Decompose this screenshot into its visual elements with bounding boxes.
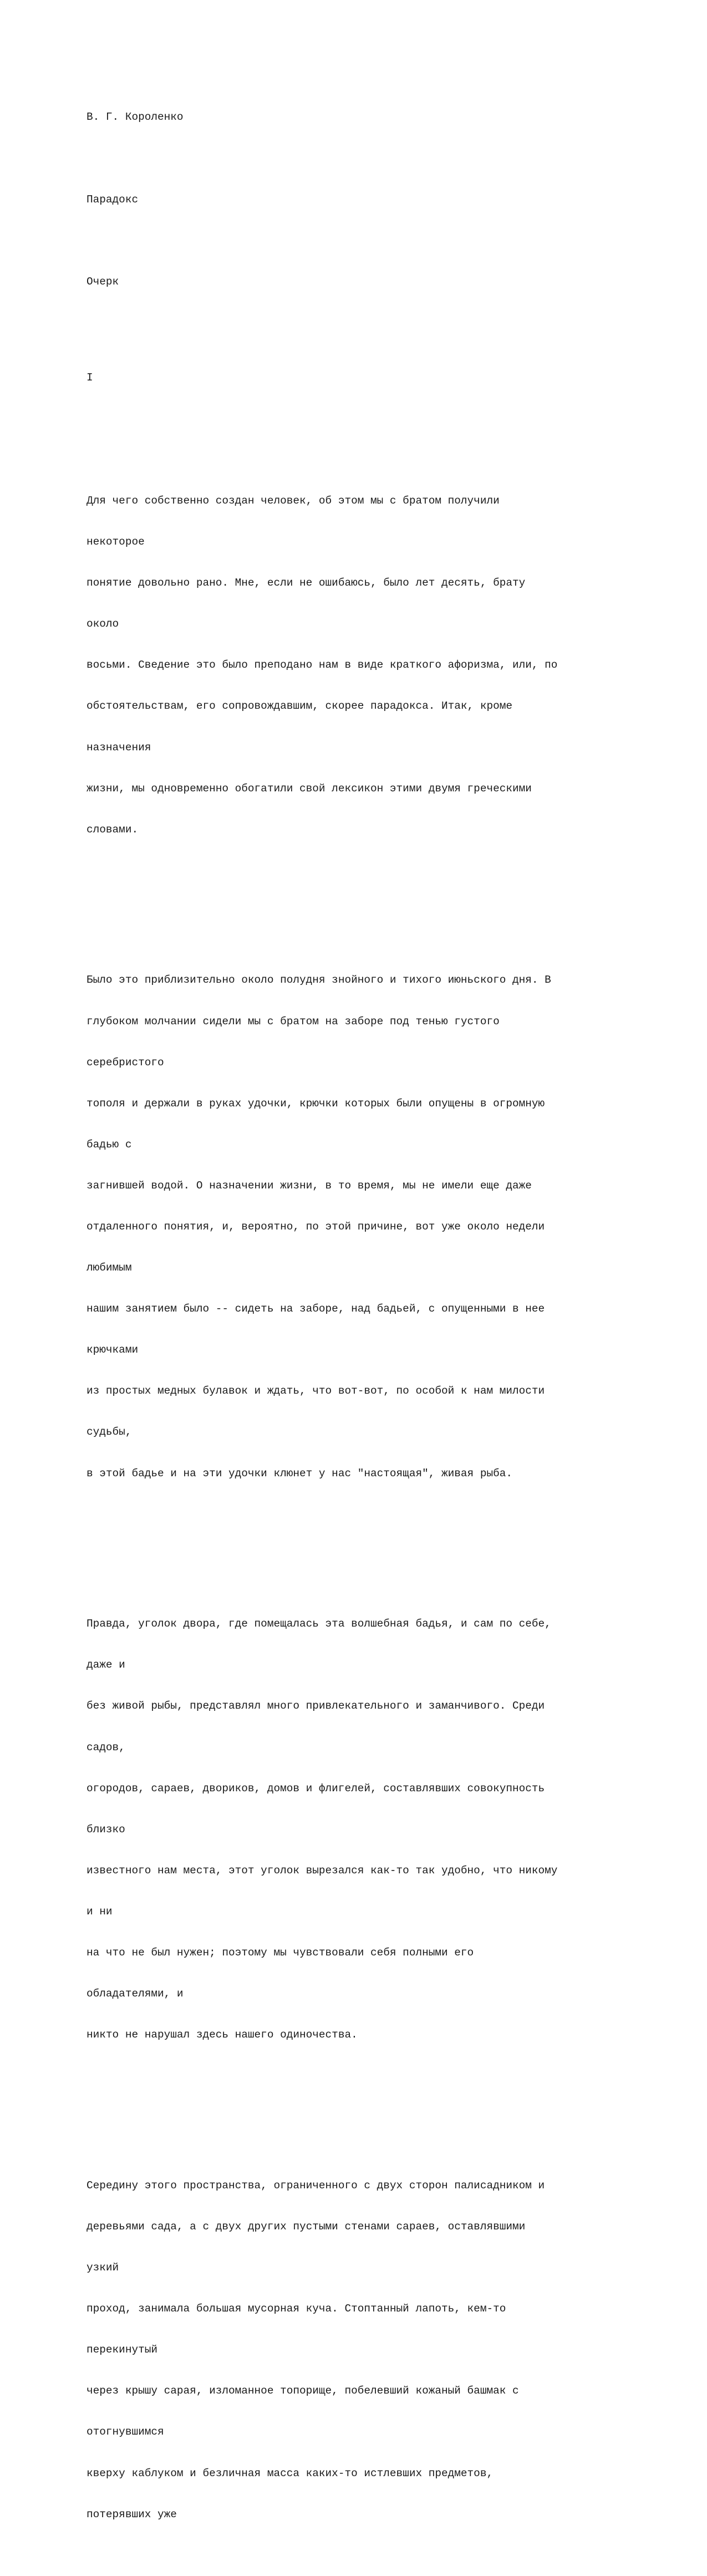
text-line: глубоком молчании сидели мы с братом на заборе под тенью густого	[87, 1015, 500, 1028]
text-line: Середину этого пространства, ограниченного с двух сторон палисадником и	[87, 2179, 545, 2192]
text-line: судьбы,	[87, 1426, 132, 1439]
text-line: некоторое	[87, 536, 145, 548]
text-line: проход, занимала большая мусорная куча. Стоптанный лапоть, кем-то	[87, 2303, 506, 2315]
text-line: любимым	[87, 1262, 132, 1274]
text-line: Было это приблизительно около полудня знойного и тихого июньского дня. В	[87, 974, 551, 987]
title-line: Парадокс	[87, 193, 139, 206]
text-line: тополя и держали в руках удочки, крючки которых были опущены в огромную	[87, 1097, 545, 1110]
paragraph-2	[87, 946, 641, 1508]
text-line: перекинутый	[87, 2344, 157, 2356]
text-line: назначения	[87, 741, 151, 754]
text-line: обстоятельствам, его сопровождавшим, скорее парадокса. Итак, кроме	[87, 700, 512, 713]
text-line: крючками	[87, 1344, 139, 1356]
text-line: серебристого	[87, 1056, 164, 1069]
text-line: узкий	[87, 2262, 119, 2274]
text-line: в этой бадье и на эти удочки клюнет у нас "настоящая", живая рыба.	[87, 1467, 512, 1480]
document-text	[87, 83, 641, 2576]
text-line: садов,	[87, 1741, 125, 1754]
text-line: словами.	[87, 823, 139, 836]
text-line: нашим занятием было -- сидеть на заборе, над бадьей, с опущенными в нее	[87, 1303, 545, 1315]
text-line: кверху каблуком и безличная масса каких-то истлевших предметов,	[87, 2467, 494, 2480]
text-line: бадью с	[87, 1138, 132, 1151]
text-line: и ни	[87, 1905, 113, 1918]
text-line: потерявших уже	[87, 2508, 177, 2521]
text-line: через крышу сарая, изломанное топорище, побелевший кожаный башмак с	[87, 2385, 519, 2397]
text-line: понятие довольно рано. Мне, если не ошибаюсь, было лет десять, брату	[87, 577, 526, 590]
text-line: обладателями, и	[87, 1988, 184, 2000]
text-line: деревьями сада, а с двух других пустыми стенами сараев, оставлявшими	[87, 2220, 526, 2233]
text-line: Для чего собственно создан человек, об этом мы с братом получили	[87, 494, 500, 507]
paragraph-3	[87, 1590, 641, 2069]
text-line: из простых медных булавок и ждать, что вот-вот, по особой к нам милости	[87, 1385, 545, 1398]
text-line: загнившей водой. О назначении жизни, в то время, мы не имели еще даже	[87, 1179, 532, 1192]
paragraph-4	[87, 2151, 641, 2548]
text-line: на что не был нужен; поэтому мы чувствовали себя полными его	[87, 1947, 474, 1959]
text-line: даже и	[87, 1659, 125, 1671]
text-line: известного нам места, этот уголок вырезался как-то так удобно, что никому	[87, 1864, 558, 1877]
author-line: В. Г. Короленко	[87, 111, 184, 124]
text-line: восьми. Сведение это было преподано нам в виде краткого афоризма, или, по	[87, 659, 558, 672]
text-line: Правда, уголок двора, где помещалась эта волшебная бадья, и сам по себе,	[87, 1618, 551, 1630]
text-line: близко	[87, 1823, 125, 1836]
text-line: без живой рыбы, представлял много привлекательного и заманчивого. Среди	[87, 1700, 545, 1713]
paragraph-1	[87, 467, 641, 864]
text-line: отдаленного понятия, и, вероятно, по этой причине, вот уже около недели	[87, 1220, 545, 1233]
text-line: никто не нарушал здесь нашего одиночества.	[87, 2029, 358, 2041]
chapter-heading: I	[87, 371, 93, 384]
text-line: жизни, мы одновременно обогатили свой лексикон этими двумя греческими	[87, 782, 532, 795]
text-line: огородов, сараев, двориков, домов и флигелей, составлявших совокупность	[87, 1782, 545, 1795]
text-line: около	[87, 618, 119, 631]
subtitle-line: Очерк	[87, 275, 119, 288]
text-line: отогнувшимся	[87, 2426, 164, 2438]
